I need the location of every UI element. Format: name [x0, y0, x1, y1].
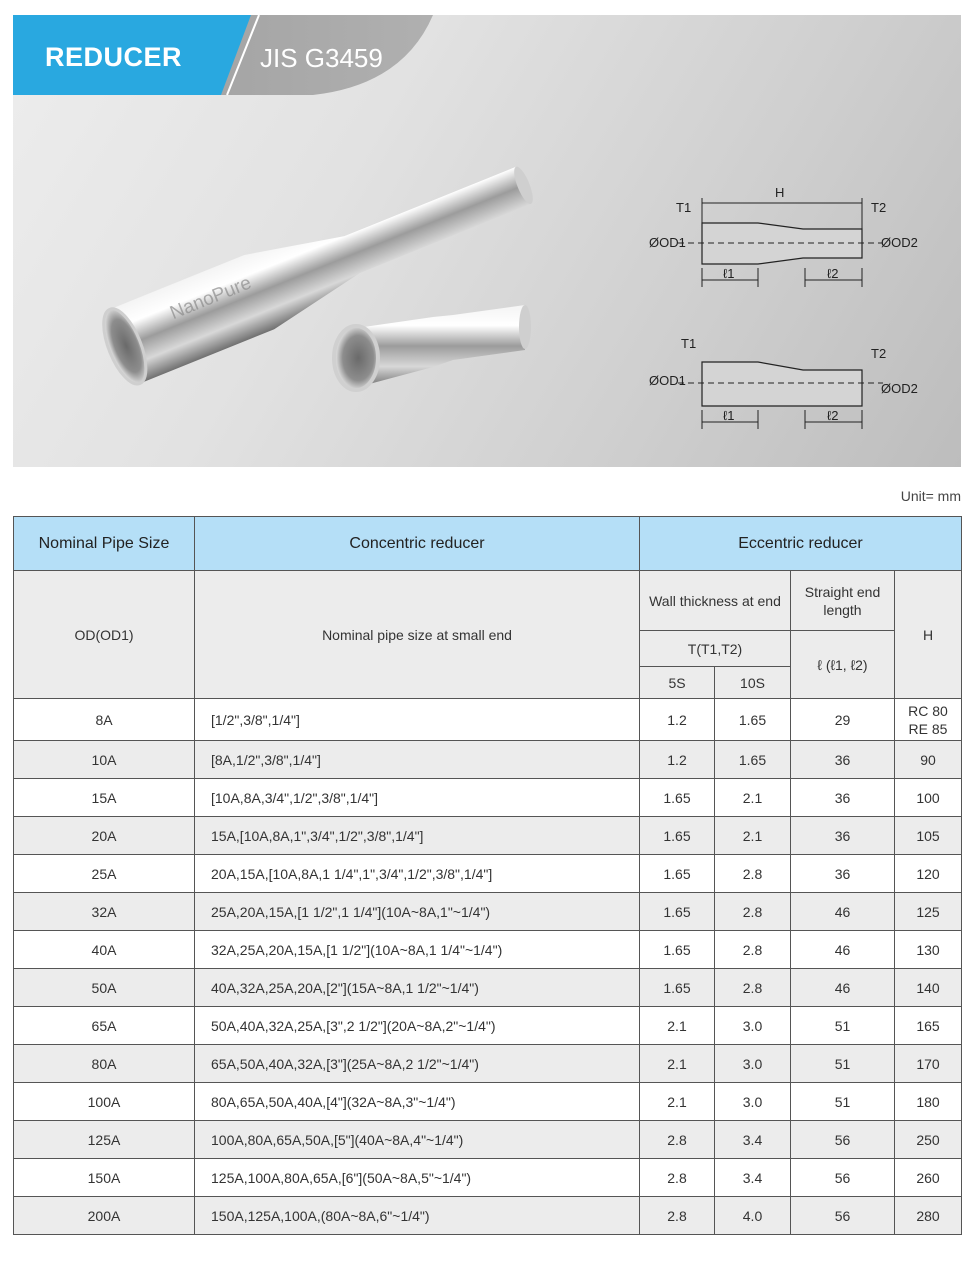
header-eccentric: Eccentric reducer	[640, 517, 962, 571]
header-h: H	[895, 571, 962, 699]
diagram-od2-label-2: ØOD2	[881, 381, 918, 396]
cell-10s: 2.1	[715, 817, 791, 855]
table-row	[14, 931, 962, 969]
header-10s: 10S	[715, 667, 791, 699]
diagram-h-label: H	[775, 185, 785, 200]
cell-straight-length: 36	[791, 741, 895, 779]
cell-od: 65A	[14, 1007, 195, 1045]
cell-5s: 1.65	[640, 893, 715, 931]
cell-5s: 1.2	[640, 741, 715, 779]
header-concentric: Concentric reducer	[195, 517, 640, 571]
cell-10s: 1.65	[715, 741, 791, 779]
cell-5s: 1.65	[640, 969, 715, 1007]
cell-small-end: 50A,40A,32A,25A,[3",2 1/2"](20A~8A,2"~1/4")	[195, 1007, 640, 1045]
cell-straight-length: 56	[791, 1159, 895, 1197]
cell-10s: 2.8	[715, 931, 791, 969]
cell-10s: 2.8	[715, 893, 791, 931]
cell-straight-length: 36	[791, 855, 895, 893]
cell-small-end: 15A,[10A,8A,1",3/4",1/2",3/8",1/4"]	[195, 817, 640, 855]
cell-straight-length: 29	[791, 699, 895, 741]
table-row	[14, 1083, 962, 1121]
cell-10s: 2.1	[715, 779, 791, 817]
unit-label: Unit= mm	[900, 488, 961, 504]
specification-table	[13, 516, 962, 1235]
table-row	[14, 741, 962, 779]
diagram-l1-label-2: ℓ1	[723, 408, 735, 423]
header-l: ℓ (ℓ1, ℓ2)	[791, 631, 895, 699]
header-small-end: Nominal pipe size at small end	[195, 571, 640, 699]
diagram-od1-label: ØOD1	[649, 235, 686, 250]
cell-od: 150A	[14, 1159, 195, 1197]
table-row	[14, 855, 962, 893]
diagram-t1-label: T1	[676, 200, 692, 215]
cell-10s: 3.4	[715, 1121, 791, 1159]
cell-5s: 2.8	[640, 1159, 715, 1197]
cell-h: 250	[895, 1121, 962, 1159]
cell-5s: 2.1	[640, 1007, 715, 1045]
cell-5s: 1.2	[640, 699, 715, 741]
cell-h-line: RC 80	[908, 702, 948, 719]
cell-h: 260	[895, 1159, 962, 1197]
cell-5s: 2.1	[640, 1045, 715, 1083]
cell-small-end: 100A,80A,65A,50A,[5"](40A~8A,4"~1/4")	[195, 1121, 640, 1159]
table-row	[14, 1197, 962, 1235]
cell-straight-length: 56	[791, 1197, 895, 1235]
brand-text: NanoPure	[167, 272, 255, 324]
cell-h: 170	[895, 1045, 962, 1083]
cell-od: 100A	[14, 1083, 195, 1121]
cell-od: 10A	[14, 741, 195, 779]
cell-od: 25A	[14, 855, 195, 893]
cell-small-end: 125A,100A,80A,65A,[6"](50A~8A,5"~1/4")	[195, 1159, 640, 1197]
diagram-od1-label-2: ØOD1	[649, 373, 686, 388]
diagram-l2-label-2: ℓ2	[827, 408, 839, 423]
cell-h-line: RE 85	[908, 720, 948, 737]
cell-5s: 1.65	[640, 817, 715, 855]
cell-h: 90	[895, 741, 962, 779]
cell-10s: 3.0	[715, 1045, 791, 1083]
cell-straight-length: 46	[791, 931, 895, 969]
cell-5s: 1.65	[640, 779, 715, 817]
eccentric-diagram	[649, 336, 918, 429]
cell-h: 180	[895, 1083, 962, 1121]
cell-small-end: 65A,50A,40A,32A,[3"](25A~8A,2 1/2"~1/4")	[195, 1045, 640, 1083]
cell-h: 120	[895, 855, 962, 893]
cell-od: 200A	[14, 1197, 195, 1235]
cell-h: 125	[895, 893, 962, 931]
dimension-diagram	[13, 15, 961, 467]
cell-10s: 3.0	[715, 1007, 791, 1045]
product-hero	[13, 15, 961, 467]
cell-od: 50A	[14, 969, 195, 1007]
cell-h: 130	[895, 931, 962, 969]
header-t: T(T1,T2)	[640, 631, 791, 667]
cell-5s: 2.8	[640, 1197, 715, 1235]
cell-od: 40A	[14, 931, 195, 969]
table-row	[14, 699, 962, 741]
cell-10s: 2.8	[715, 855, 791, 893]
cell-small-end: 80A,65A,50A,40A,[4"](32A~8A,3"~1/4")	[195, 1083, 640, 1121]
header-nominal-pipe-size: Nominal Pipe Size	[14, 517, 195, 571]
diagram-od2-label: ØOD2	[881, 235, 918, 250]
diagram-l2-label: ℓ2	[827, 266, 839, 281]
table-row	[14, 969, 962, 1007]
diagram-t2-label-2: T2	[871, 346, 887, 361]
cell-straight-length: 46	[791, 969, 895, 1007]
cell-10s: 1.65	[715, 699, 791, 741]
cell-h: 280	[895, 1197, 962, 1235]
table-row	[14, 1159, 962, 1197]
cell-od: 32A	[14, 893, 195, 931]
cell-straight-length: 51	[791, 1007, 895, 1045]
cell-5s: 1.65	[640, 855, 715, 893]
concentric-diagram	[649, 185, 918, 287]
cell-h: 140	[895, 969, 962, 1007]
cell-small-end: 25A,20A,15A,[1 1/2",1 1/4"](10A~8A,1"~1/4")	[195, 893, 640, 931]
header-5s: 5S	[640, 667, 715, 699]
cell-straight-length: 56	[791, 1121, 895, 1159]
cell-od: 80A	[14, 1045, 195, 1083]
table-row	[14, 1045, 962, 1083]
cell-h: 100	[895, 779, 962, 817]
cell-od: 8A	[14, 699, 195, 741]
cell-h: 165	[895, 1007, 962, 1045]
cell-small-end: 150A,125A,100A,(80A~8A,6"~1/4")	[195, 1197, 640, 1235]
cell-od: 125A	[14, 1121, 195, 1159]
cell-small-end: 20A,15A,[10A,8A,1 1/4",1",3/4",1/2",3/8",1/4"]	[195, 855, 640, 893]
cell-small-end: 32A,25A,20A,15A,[1 1/2"](10A~8A,1 1/4"~1/4")	[195, 931, 640, 969]
header-straight-end: Straight end length	[791, 571, 895, 631]
cell-straight-length: 46	[791, 893, 895, 931]
cell-straight-length: 36	[791, 817, 895, 855]
table-row	[14, 1007, 962, 1045]
table-row	[14, 779, 962, 817]
cell-10s: 4.0	[715, 1197, 791, 1235]
header-od: OD(OD1)	[14, 571, 195, 699]
cell-h: 105	[895, 817, 962, 855]
cell-5s: 1.65	[640, 931, 715, 969]
header-wall-thickness: Wall thickness at end	[640, 571, 791, 631]
cell-10s: 2.8	[715, 969, 791, 1007]
cell-h	[895, 699, 962, 741]
banner-standard: JIS G3459	[260, 43, 383, 73]
cell-straight-length: 51	[791, 1083, 895, 1121]
cell-small-end: 40A,32A,25A,20A,[2"](15A~8A,1 1/2"~1/4")	[195, 969, 640, 1007]
cell-10s: 3.0	[715, 1083, 791, 1121]
table-row	[14, 817, 962, 855]
cell-straight-length: 36	[791, 779, 895, 817]
cell-small-end: [1/2",3/8",1/4"]	[195, 699, 640, 741]
cell-5s: 2.8	[640, 1121, 715, 1159]
cell-od: 20A	[14, 817, 195, 855]
table-row	[14, 893, 962, 931]
cell-small-end: [8A,1/2",3/8",1/4"]	[195, 741, 640, 779]
table-body	[14, 699, 962, 1235]
diagram-l1-label: ℓ1	[723, 266, 735, 281]
cell-straight-length: 51	[791, 1045, 895, 1083]
cell-od: 15A	[14, 779, 195, 817]
cell-10s: 3.4	[715, 1159, 791, 1197]
cell-5s: 2.1	[640, 1083, 715, 1121]
banner-title: REDUCER	[45, 42, 183, 72]
diagram-t2-label: T2	[871, 200, 887, 215]
diagram-t1-label-2: T1	[681, 336, 697, 351]
table-row	[14, 1121, 962, 1159]
cell-small-end: [10A,8A,3/4",1/2",3/8",1/4"]	[195, 779, 640, 817]
